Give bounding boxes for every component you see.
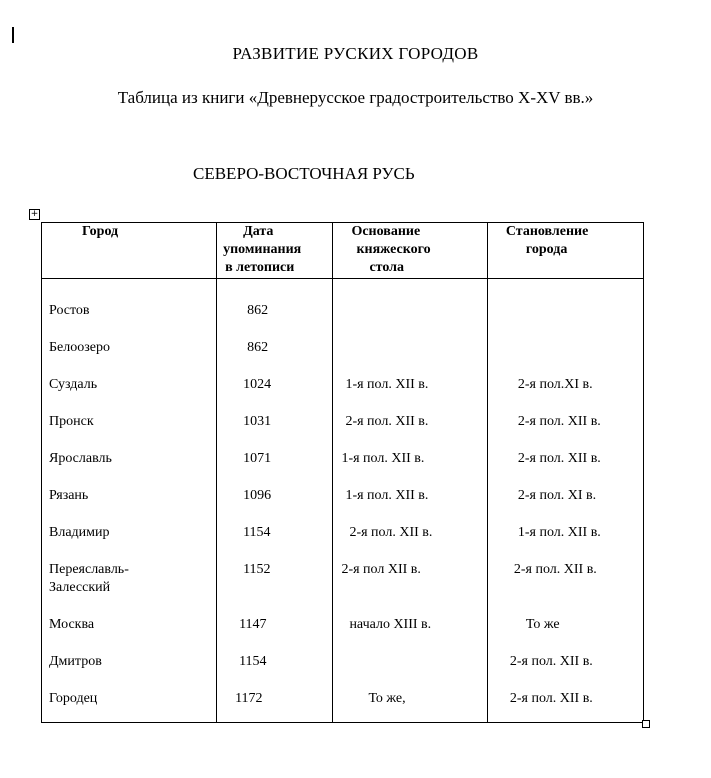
cell-formation: То же: [525, 617, 560, 632]
cell-formation: [488, 304, 518, 309]
cell-founding: То же,: [368, 691, 406, 706]
header-founding: Основание княжеского стола: [333, 223, 487, 279]
cell-city: Дмитров: [49, 654, 102, 669]
cell-founding: [333, 304, 345, 309]
cell-founding: начало XIII в.: [349, 617, 432, 632]
table-row: [42, 482, 644, 519]
table-row: [42, 611, 644, 648]
header-city: Город: [42, 223, 217, 279]
cell-city: Ростов: [49, 303, 90, 318]
table-row: [42, 297, 644, 334]
cell-formation: 2-я пол.XI в.: [517, 377, 593, 392]
cell-city: Рязань: [49, 488, 89, 503]
cell-city: Переяславль-Залесский: [49, 562, 129, 595]
table-row: [42, 648, 644, 685]
cell-formation: 2-я пол. XII в.: [509, 654, 593, 669]
cell-date: 862: [247, 303, 269, 318]
cell-date: 1152: [243, 562, 271, 577]
cell-founding: 2-я пол. XII в.: [345, 414, 429, 429]
table-row: [42, 334, 644, 371]
cell-founding: [333, 655, 345, 660]
cell-founding: 2-я пол XII в.: [341, 562, 421, 577]
cell-founding: 1-я пол. XII в.: [345, 377, 429, 392]
cell-city: Белоозеро: [49, 340, 110, 355]
section-heading: СЕВЕРО-ВОСТОЧНАЯ РУСЬ: [193, 164, 415, 183]
cell-formation: 2-я пол. XI в.: [517, 488, 597, 503]
cell-city: Владимир: [49, 525, 110, 540]
cell-formation: [488, 341, 518, 346]
cell-date: 1071: [243, 451, 272, 466]
header-date: Дата упоминания в летописи: [217, 223, 333, 279]
cell-city: Москва: [49, 617, 95, 632]
table-row: [42, 519, 644, 556]
table-row: [42, 408, 644, 445]
table-row: [42, 556, 644, 611]
cell-date: 862: [247, 340, 269, 355]
cell-city: Суздаль: [49, 377, 98, 392]
cell-formation: 2-я пол. XII в.: [517, 451, 601, 466]
cell-formation: 1-я пол. XII в.: [517, 525, 601, 540]
cell-city: Ярославль: [49, 451, 112, 466]
cities-table: [41, 222, 644, 723]
table-resize-handle[interactable]: [642, 720, 650, 728]
cell-founding: 1-я пол. XII в.: [341, 451, 425, 466]
cell-date: 1154: [243, 525, 271, 540]
document-title: РАЗВИТИЕ РУСКИХ ГОРОДОВ: [232, 44, 479, 63]
cell-formation: 2-я пол. XII в.: [513, 562, 597, 577]
cell-date: 1096: [243, 488, 272, 503]
cell-formation: 2-я пол. XII в.: [509, 691, 593, 706]
cell-city: Пронск: [49, 414, 94, 429]
cell-founding: [333, 341, 345, 346]
table-row: [42, 685, 644, 723]
cell-date: 1024: [243, 377, 272, 392]
cell-date: 1147: [239, 617, 267, 632]
cell-date: 1154: [239, 654, 267, 669]
cell-date: 1172: [235, 691, 263, 706]
table-row: [42, 371, 644, 408]
table-move-handle-icon[interactable]: +: [30, 209, 39, 219]
header-formation: Становление города: [487, 223, 643, 279]
cell-date: 1031: [243, 414, 272, 429]
cell-founding: 2-я пол. XII в.: [349, 525, 433, 540]
document-subtitle: Таблица из книги «Древнерусское градостроительство X-XV вв.»: [117, 88, 594, 107]
cell-founding: 1-я пол. XII в.: [345, 488, 429, 503]
cell-formation: 2-я пол. XII в.: [517, 414, 601, 429]
table-row: [42, 445, 644, 482]
text-cursor: [12, 27, 14, 43]
cell-city: Городец: [49, 691, 98, 706]
